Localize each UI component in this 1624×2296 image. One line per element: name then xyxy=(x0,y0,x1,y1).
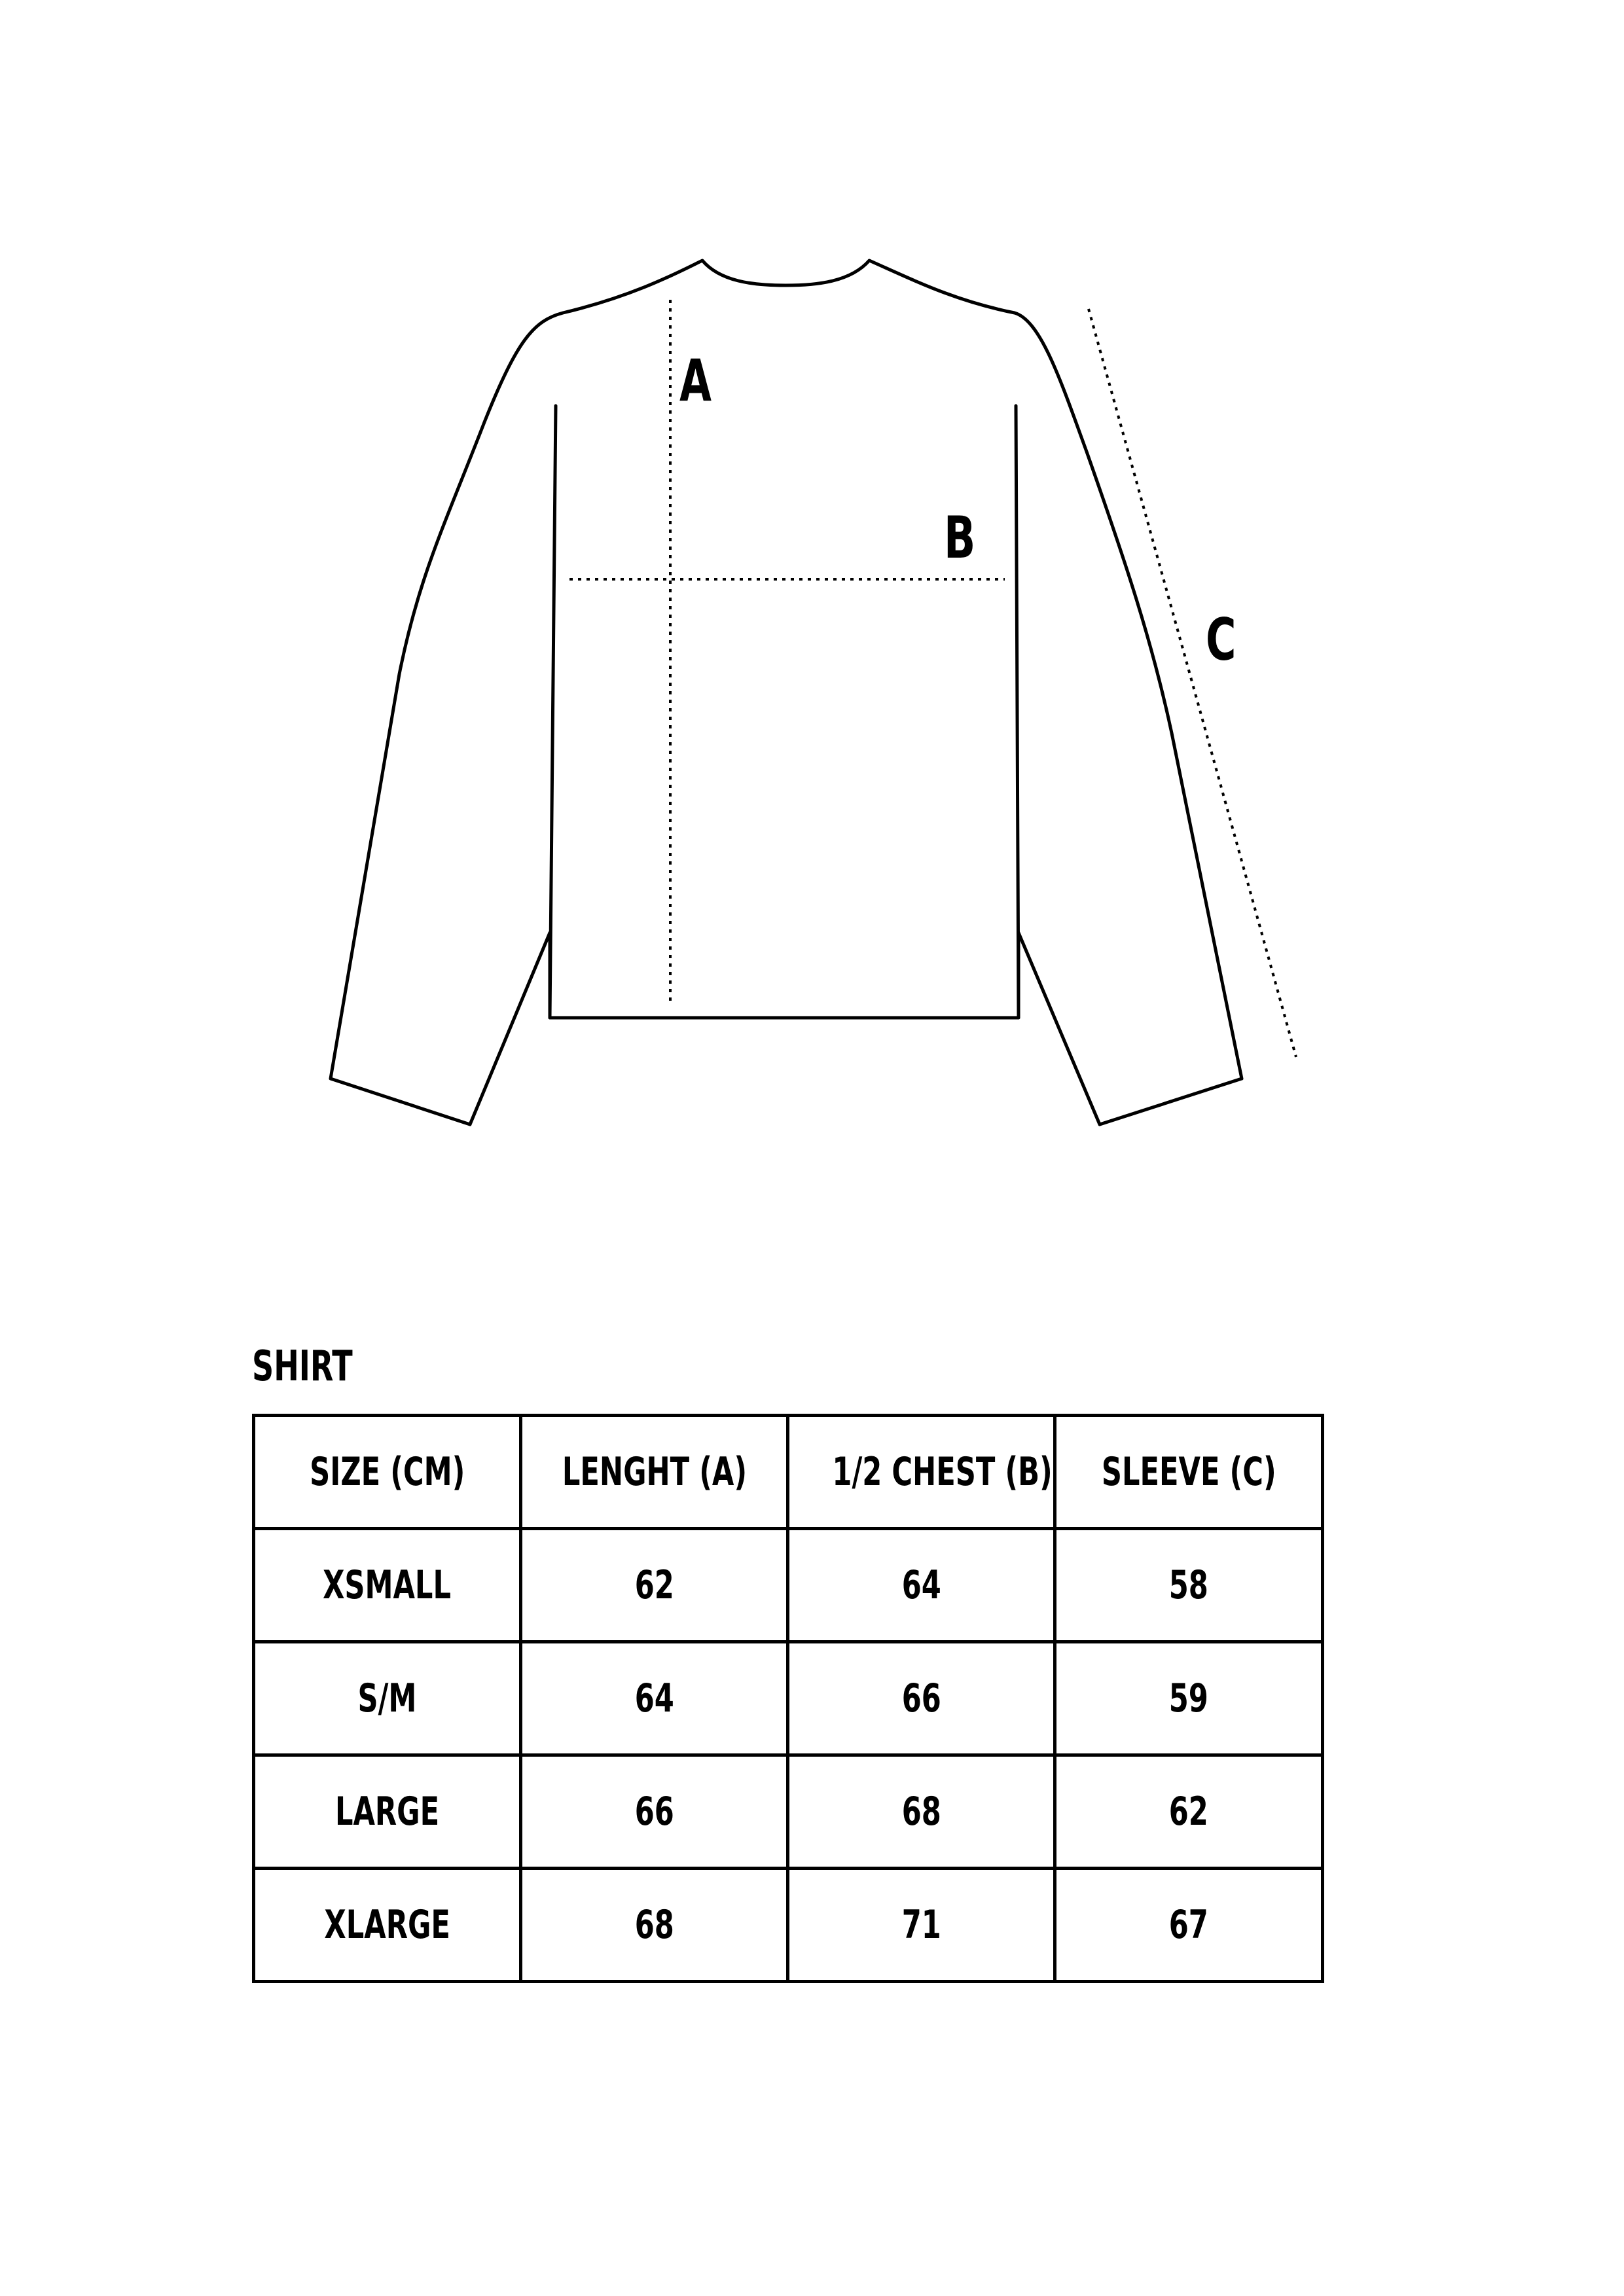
table-cell: LARGE xyxy=(254,1755,521,1869)
left-seam xyxy=(550,406,556,1018)
table-cell: 59 xyxy=(1055,1642,1323,1755)
table-cell: 66 xyxy=(521,1755,788,1869)
label-a: A xyxy=(679,348,712,415)
table-cell: 66 xyxy=(788,1642,1055,1755)
right-seam xyxy=(1016,406,1019,1018)
measure-line-c xyxy=(1089,309,1296,1057)
table-cell: 64 xyxy=(521,1642,788,1755)
header-cell: 1/2 CHEST (B) xyxy=(788,1416,1055,1529)
table-cell: 68 xyxy=(788,1755,1055,1869)
table-cell: XSMALL xyxy=(254,1529,521,1642)
table-title: SHIRT xyxy=(252,1342,353,1391)
table-cell: 64 xyxy=(788,1529,1055,1642)
header-cell: SLEEVE (C) xyxy=(1055,1416,1323,1529)
table-cell: 62 xyxy=(521,1529,788,1642)
label-b: B xyxy=(944,505,976,572)
table-cell: 58 xyxy=(1055,1529,1323,1642)
size-chart-table xyxy=(252,1414,1324,1983)
table-cell: XLARGE xyxy=(254,1869,521,1982)
table-cell: 67 xyxy=(1055,1869,1323,1982)
label-c: C xyxy=(1206,607,1236,674)
table-row xyxy=(254,1529,1323,1642)
table-header-row xyxy=(254,1416,1323,1529)
table-cell: S/M xyxy=(254,1642,521,1755)
table-row xyxy=(254,1642,1323,1755)
table-row xyxy=(254,1869,1323,1982)
table-cell: 62 xyxy=(1055,1755,1323,1869)
header-cell: SIZE (CM) xyxy=(254,1416,521,1529)
table-cell: 71 xyxy=(788,1869,1055,1982)
table-cell: 68 xyxy=(521,1869,788,1982)
table-row xyxy=(254,1755,1323,1869)
header-cell: LENGHT (A) xyxy=(521,1416,788,1529)
shirt-outline xyxy=(331,260,1242,1124)
